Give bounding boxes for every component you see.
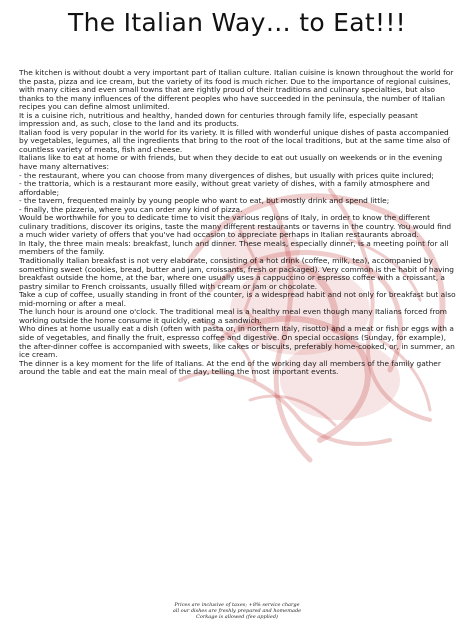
paragraph: Take a cup of coffee, usually standing in front of the counter, is a widespread habit and not only for breakfast but also mid-morning or after a meal. <box>19 290 456 308</box>
paragraph: Would be worthwhile for you to dedicate time to visit the various regions of Italy, in order to know the different culinary traditions, discover its origins, taste the many different restaurants or taverns in the country. You would find a much wider variety of offers that you've had occasion to appreciate perhaps in Italian restaurants abroad. <box>19 213 452 240</box>
paragraph: Italians like to eat at home or with friends, but when they decide to eat out usually on weekends or in the evening have many alternatives: <box>19 153 443 172</box>
paragraph: Who dines at home usually eat a dish (often with pasta or, in northern Italy, risotto) and a meat or fish or eggs with a side of vegetables, and finally the fruit, espresso coffee and digestive. On special occasions (Sunday, for example), the after-dinner coffee is accompanied with sweets, like cakes or biscuits, preferably home-cooked, or, in summer, an ice cream. <box>19 324 455 360</box>
paragraph: In Italy, the three main meals: breakfast, lunch and dinner. These meals, especially dinner, is a meeting point for all members of the family. <box>19 238 449 257</box>
paragraph: It is a cuisine rich, nutritious and healthy, handed down for centuries through family life, especially peasant impression and, as such, close to the land and its products. <box>19 110 418 129</box>
footer-notes <box>0 602 474 620</box>
footer-line-tax: Prices are inclusive of taxes; +8% service charge <box>174 602 300 608</box>
footer-line-corkage: Corkage is allowed (fee applied) <box>196 614 278 620</box>
paragraph: The dinner is a key moment for the life of Italians. At the end of the working day all members of the family gather around the table and eat the main meal of the day, telling the most important events. <box>19 358 441 377</box>
list-item: - finally, the pizzeria, where you can order any kind of pizza. <box>19 204 243 214</box>
paragraph: The kitchen is without doubt a very important part of Italian culture. Italian cuisine is known throughout the world for the pasta, pizza and ice cream, but the variety of its food is much richer. Due to the importance of regional cuisines, with many cities and even small towns that are rightly proud of their traditions and culinary specialties, but also thanks to the many influences of the different peoples who have succeeded in the peninsula, the number of Italian recipes you can define almost unlimited. <box>19 68 454 112</box>
paragraph: Traditionally Italian breakfast is not very elaborate, consisting of a hot drink (coffee, milk, tea), accompanied by something sweet (cookies, bread, butter and jam, croissants, fresh or packaged). Very common is the habit of having breakfast outside the home, at the bar, where one usually uses a cappuccino or espresso coffee with a croissant, a pastry similar to French croissants, usually filled with cream or jam or chocolate. <box>19 256 454 291</box>
list-item: - the trattoria, which is a restaurant more easily, without great variety of dishes, with a family atmosphere and affordable; <box>19 179 430 197</box>
footer-line-fresh: all our dishes are freshly prepared and homemade <box>172 608 302 614</box>
paragraph: The lunch hour is around one o'clock. The traditional meal is a healthy meal even though many Italians forced from working outside the home consume it quickly, eating a sandwich. <box>19 307 447 325</box>
paragraph: Italian food is very popular in the world for its variety. It is filled with wonderful unique dishes of pasta accompanied by vegetables, legumes, all the ingredients that bring to the root of the local traditions, but at the same time also of countless variety of meats, fish and cheese. <box>19 127 451 154</box>
list-item: - the restaurant, where you can choose from many divergences of dishes, but usually with prices quite inclured; <box>19 170 434 180</box>
page-title: The Italian Way… to Eat!!! <box>68 8 406 37</box>
list-item: - the tavern, frequented mainly by young people who want to eat, but mostly drink and spend little; <box>19 196 390 206</box>
body-text <box>19 69 457 377</box>
